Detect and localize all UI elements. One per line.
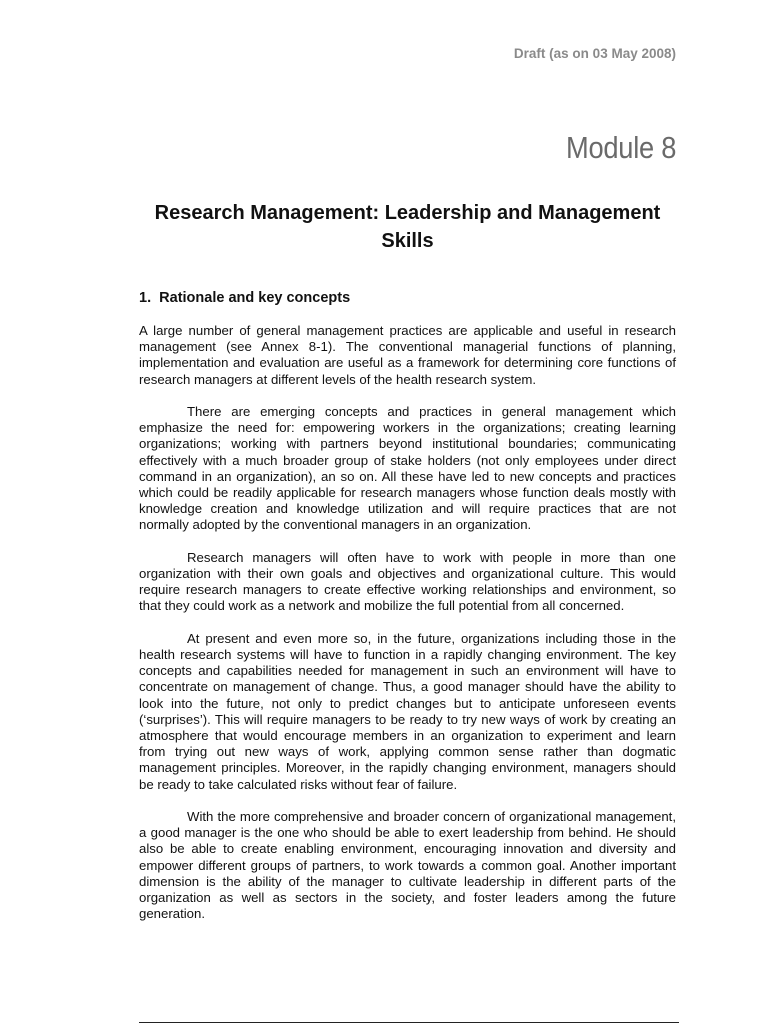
body-text: [139, 323, 676, 939]
section-title: Rationale and key concepts: [159, 290, 351, 306]
paragraph: At present and even more so, in the future, organizations including those in the health research systems will have to function in a rapidly changing environment. The key concepts and capabilities needed for management in such an environment will have to concentrate on management of change. Thus, a good manager should have the ability to look into the future, not only to predict changes but to anticipate unforeseen events (‘surprises’). This will require managers to be ready to try new ways of work by creating an atmosphere that would encourage members in an organization to experiment and learn from trying out new ways of work, applying common sense rather than dogmatic management principles. Moreover, in the rapidly changing environment, managers should be ready to take calculated risks without fear of failure.: [139, 630, 676, 792]
section-number: 1.: [139, 290, 152, 306]
section-heading: [139, 290, 350, 306]
module-label: Module 8: [565, 130, 676, 165]
paragraph: A large number of general management practices are applicable and useful in research management (see Annex 8-1). The conventional managerial functions of planning, implementation and evaluation are useful as a framework for determining core functions of research managers at different levels of the health research system.: [139, 323, 676, 387]
paragraph: Research managers will often have to work with people in more than one organization with their own goals and objectives and organizational culture. This would require research managers to create effective working relationships and environment, so that they could work as a network and mobilize the full potential from all concerned.: [139, 549, 676, 614]
draft-note: Draft (as on 03 May 2008): [513, 46, 676, 61]
footer-divider: [139, 1022, 679, 1023]
document-title: Research Management: Leadership and Management Skills: [154, 202, 661, 252]
paragraph: There are emerging concepts and practices in general management which emphasize the need for: empowering workers in the organizations; creating learning organizations; working with partners beyond institutional boundaries; communicating effectively with a much broader group of stake holders (not only employees under direct command in an organization), an so on. All these have led to new concepts and practices which could be readily applicable for research managers whose function deals mostly with knowledge creation and knowledge utilization and will require practices that are not normally adopted by the conventional managers in an organization.: [139, 404, 676, 533]
paragraph: With the more comprehensive and broader concern of organizational management, a good manager is the one who should be able to exert leadership from behind. He should also be able to create enabling environment, encouraging innovation and diversity and empower different groups of partners, to work towards a common goal. Another important dimension is the ability of the manager to cultivate leadership in different parts of the organization as well as sectors in the society, and foster leaders among the future generation.: [139, 809, 676, 922]
